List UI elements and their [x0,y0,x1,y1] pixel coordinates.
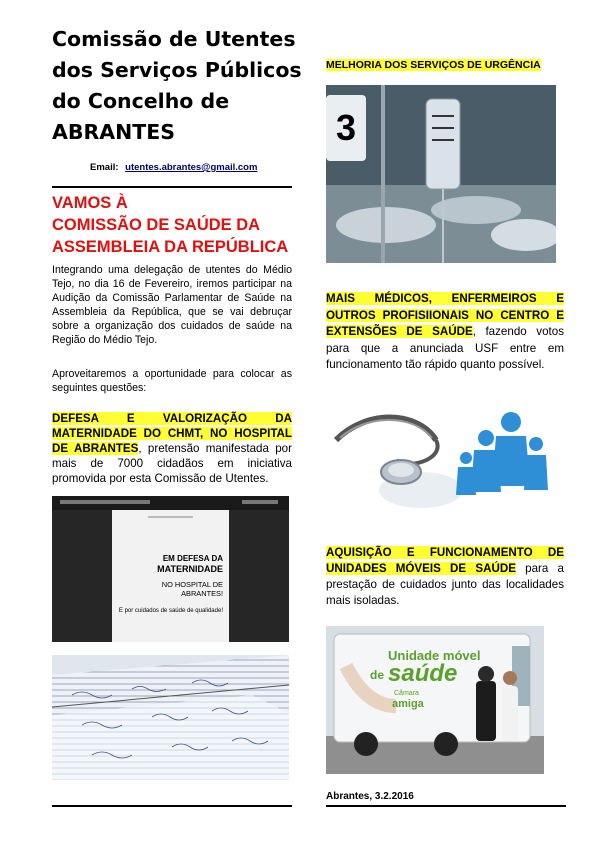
item-highlight: AQUISIÇÃO E FUNCIONAMENTO DE UNIDADES MÓVEIS DE SAÚDE [326,546,564,575]
title-line: ABRANTES [52,120,176,144]
stethoscope-icon [326,400,562,515]
email-line [90,162,257,173]
title-line: dos Serviços Públicos [52,58,302,82]
emergency-ward-illustration [326,85,556,263]
signatures-photo [52,655,289,780]
document-date: Abrantes, 3.2.2016 [326,791,414,802]
iv-number: 3 [336,107,357,148]
intro-paragraph: Integrando uma delegação de utentes do Médio Tejo, no dia 16 de Fevereiro, iremos participar na Audição da Comissão Parlamentar de Saúde na Assembleia da República, que se vai debruçar sobre a organização dos cuidados de saúde na Região do Médio Tejo. [52,264,292,346]
item-text: , pretensão manifestada por mais de 7000 cidadãos em iniciativa promovida por esta Comissão de Utentes. [52,442,292,485]
item-mobile-units [326,545,564,609]
item-maternity [52,411,292,486]
headline-line: VAMOS À [52,194,128,212]
headline-line: COMISSÃO DE SAÚDE DA [52,216,261,234]
petition-line: EM DEFESA DA [162,554,223,563]
van-label-line2: de [370,668,385,682]
divider [52,805,292,807]
email-label: Email: [90,162,119,173]
divider [52,186,292,188]
item-emergency [326,57,566,73]
petition-photo [52,496,289,642]
van-brand-line2: amiga [392,698,424,710]
page-header-line [148,516,193,518]
stethoscope-family-image [326,400,562,515]
van-brand-line1: Câmara [394,690,419,697]
family-icon [456,412,548,495]
item-doctors [326,291,564,374]
petition-line: MATERNIDADE [157,564,223,574]
title-line: Comissão de Utentes [52,27,296,51]
title-line: do Concelho de [52,89,230,113]
petition-page [112,510,229,642]
divider [326,805,566,807]
petition-line: NO HOSPITAL DE [161,580,223,589]
hospital-photo [326,85,556,263]
petition-subheading [112,580,223,598]
headline-line: ASSEMBLEIA DA REPÚBLICA [52,238,289,256]
item-highlight: DEFESA E VALORIZAÇÃO DA MATERNIDADE DO CHMT, NO HOSPITAL DE ABRANTES [52,412,292,455]
item-text: para a prestação de cuidados junto das localidades mais isoladas. [326,562,564,607]
headline [52,192,292,258]
item-text: , fazendo votos para que a anunciada USF entre em funcionamento tão rápido quanto possível. [326,325,564,371]
item-highlight: MELHORIA DOS SERVIÇOS DE URGÊNCIA [326,59,541,71]
window-controls [242,500,278,504]
email-link[interactable]: utentes.abrantes@gmail.com [125,162,258,173]
van-label-line3: saúde [388,660,458,687]
tab-strip [60,500,150,504]
mobile-unit-photo [326,626,544,774]
item-highlight: MAIS MÉDICOS, ENFERMEIROS E OUTROS PROFISIIONAIS NO CENTRO E EXTENSÕES DE SAÚDE [326,292,564,338]
van-label-line1: Unidade móvel [388,648,481,663]
petition-line: E por cuidados de saúde de qualidade! [118,608,223,614]
intro-paragraph-2: Aproveitaremos a oportunidade para colocar as seguintes questões: [52,368,292,394]
page-title [52,24,302,148]
petition-heading [112,554,223,574]
petition-line: ABRANTES! [181,589,223,598]
signature-sheets-illustration [52,655,289,780]
